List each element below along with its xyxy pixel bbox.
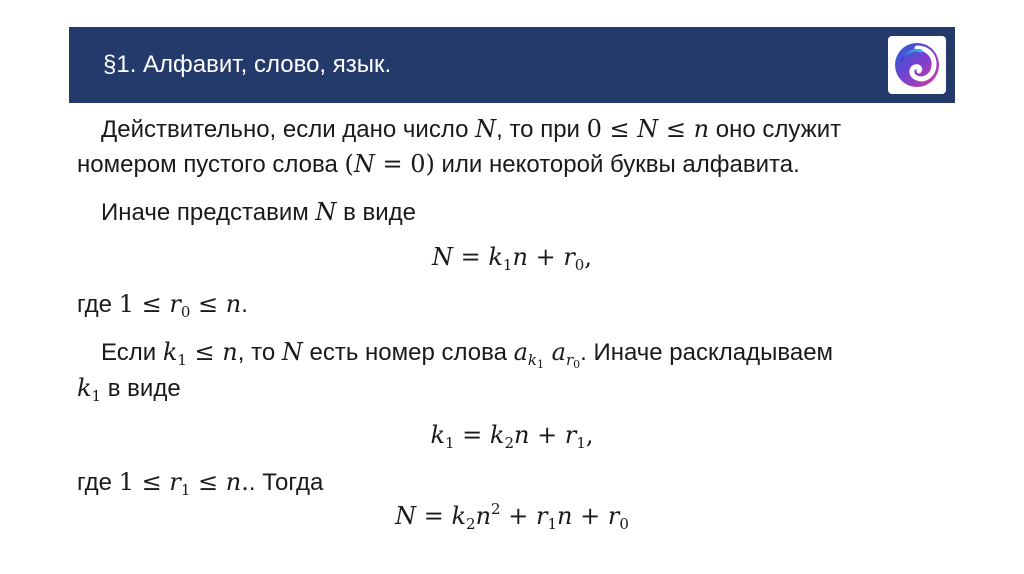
math-n: n <box>693 115 710 143</box>
math-ineq: 0 ≤ <box>586 115 638 143</box>
text: . Тогда <box>248 469 324 496</box>
text: или некоторой буквы алфавита. <box>434 151 800 178</box>
math-leq: ≤ <box>658 115 694 143</box>
slide-header <box>69 27 955 103</box>
text: Действительно, если дано число <box>101 116 476 143</box>
paragraph-4-line-1: Если $k_1 \le n$, то N есть номер слова $a_{k_1}$ $a_{r_0}$. Иначе раскладываем <box>101 338 834 371</box>
paragraph-1-line-2 <box>77 148 800 181</box>
text: , то при <box>496 116 587 143</box>
paragraph-5: где $1 \le r_1 \le n$.. Тогда <box>77 468 324 499</box>
paragraph-2 <box>101 196 416 229</box>
text: Иначе представим <box>101 199 316 226</box>
math-eq-zero: = 0) <box>374 150 435 178</box>
math-N: N <box>353 150 375 178</box>
text: , то <box>237 339 282 366</box>
formula-2: $k_1 = k_2n + r_1$, <box>430 421 594 452</box>
paragraph-3: где $1 \le r_0 \le n$. <box>77 290 248 321</box>
text: . <box>241 291 248 318</box>
formula-3: $N = k_2n^2 + r_1n + r_0$ <box>395 500 629 533</box>
math-N: N <box>637 115 659 143</box>
math-N: N <box>475 115 497 143</box>
paragraph-4-line-2: $k_1$ в виде <box>77 374 181 405</box>
formula-1: $N = k_1n + r_0$, <box>432 243 592 274</box>
text: где <box>77 469 119 496</box>
text: номером пустого слова <box>77 151 345 178</box>
math-N: N <box>315 198 337 226</box>
math-paren: ( <box>344 150 354 178</box>
text: где <box>77 291 119 318</box>
text: в виде <box>336 199 416 226</box>
paragraph-1-line-1 <box>101 113 841 146</box>
text: Если <box>101 339 163 366</box>
logo <box>888 36 946 94</box>
text: есть номер слова <box>302 339 514 366</box>
text: . Иначе раскладываем <box>580 339 834 366</box>
slide-title: §1. Алфавит, слово, язык. <box>103 51 392 78</box>
swirl-logo-icon <box>888 36 946 94</box>
text: оно служит <box>709 116 842 143</box>
text: в виде <box>101 375 181 402</box>
